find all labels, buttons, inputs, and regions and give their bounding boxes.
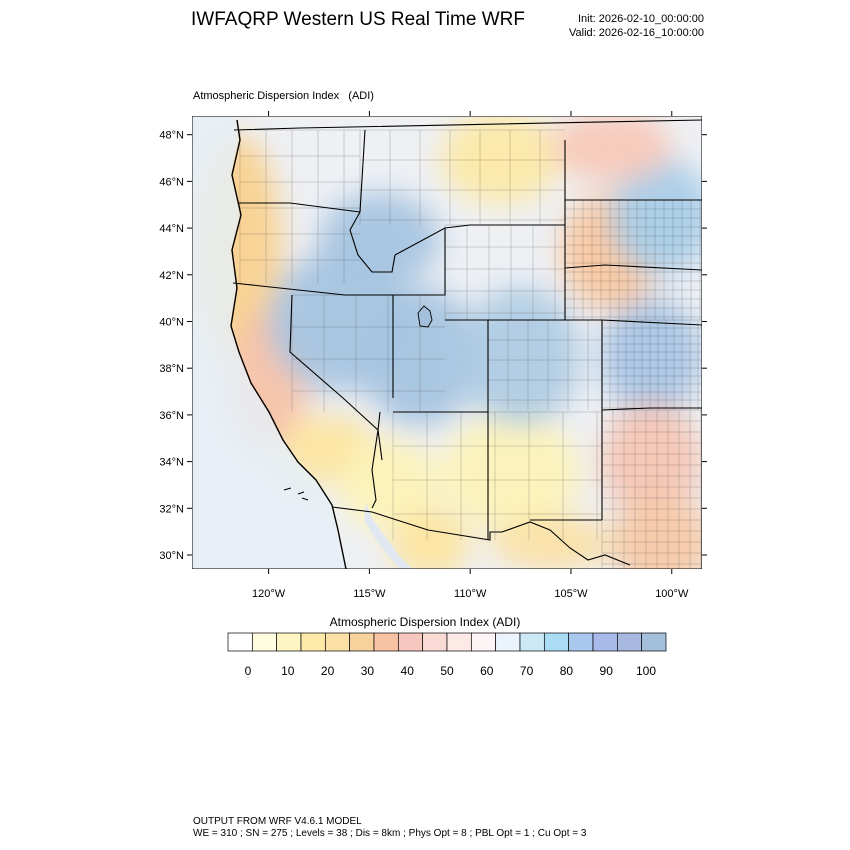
- lat-tick-label: 44°N: [159, 223, 184, 236]
- lon-tick-label: 105°W: [554, 588, 588, 600]
- lon-tick-label: 110°W: [454, 588, 487, 600]
- colorbar-tick-label: 10: [281, 664, 295, 678]
- colorbar-tick-label: 30: [360, 664, 375, 678]
- colorbar-title: Atmospheric Dispersion Index (ADI): [329, 615, 521, 629]
- model-config-line: WE = 310 ; SN = 275 ; Levels = 38 ; Dis = 8km ; Phys Opt = 8 ; PBL Opt = 1 ; Cu Opt = 3: [193, 828, 587, 839]
- colorbar-swatch: [301, 633, 325, 651]
- lat-tick-label: 36°N: [159, 409, 184, 422]
- lat-tick-label: 42°N: [159, 269, 184, 282]
- colorbar-swatch: [325, 633, 349, 651]
- colorbar-swatch: [252, 633, 276, 651]
- colorbar-swatch: [642, 633, 666, 651]
- colorbar-swatch: [471, 633, 495, 651]
- colorbar-swatch: [496, 633, 520, 651]
- colorbar-tick-label: 50: [440, 664, 454, 678]
- colorbar-swatch: [544, 633, 568, 651]
- lon-tick-label: 120°W: [252, 588, 286, 600]
- colorbar-tick-label: 40: [400, 664, 414, 678]
- colorbar-swatch: [277, 633, 301, 651]
- lat-tick-label: 38°N: [159, 363, 184, 376]
- lat-tick-label: 32°N: [159, 503, 184, 516]
- map-title: IWFAQRP Western US Real Time WRF: [191, 9, 525, 30]
- colorbar-swatch: [617, 633, 641, 651]
- colorbar-swatch: [569, 633, 593, 651]
- lat-tick-label: 48°N: [159, 129, 184, 142]
- lat-tick-label: 46°N: [159, 176, 184, 189]
- colorbar-swatch: [228, 633, 252, 651]
- lon-tick-label: 115°W: [353, 588, 386, 600]
- colorbar-swatch: [447, 633, 471, 651]
- lat-tick-label: 40°N: [159, 316, 184, 329]
- colorbar-swatch: [423, 633, 447, 651]
- colorbar-swatch: [350, 633, 374, 651]
- colorbar-tick-label: 80: [559, 664, 574, 678]
- adi-zone: [611, 497, 712, 590]
- lon-tick-label: 100°W: [655, 588, 689, 600]
- init-time: Init: 2026-02-10_00:00:00: [578, 13, 704, 25]
- map-subtitle: Atmospheric Dispersion Index (ADI): [193, 90, 374, 102]
- colorbar-swatch: [593, 633, 617, 651]
- colorbar-swatch: [374, 633, 398, 651]
- colorbar-tick-label: 60: [480, 664, 494, 678]
- colorbar-swatch: [520, 633, 544, 651]
- colorbar-tick-label: 90: [599, 664, 613, 678]
- adi-zone: [601, 298, 702, 415]
- model-output-line: OUTPUT FROM WRF V4.6.1 MODEL: [193, 816, 362, 827]
- colorbar-tick-label: 0: [244, 664, 252, 678]
- colorbar-tick-label: 100: [635, 664, 657, 678]
- colorbar: [228, 633, 666, 678]
- valid-time: Valid: 2026-02-16_10:00:00: [569, 27, 704, 39]
- adi-zone: [460, 286, 581, 426]
- lat-tick-label: 34°N: [159, 456, 184, 469]
- adi-zone: [490, 515, 611, 571]
- colorbar-tick-label: 20: [320, 664, 335, 678]
- colorbar-tick-label: 70: [519, 664, 534, 678]
- map-area: [192, 111, 712, 590]
- lat-tick-label: 30°N: [159, 549, 184, 562]
- colorbar-swatch: [398, 633, 422, 651]
